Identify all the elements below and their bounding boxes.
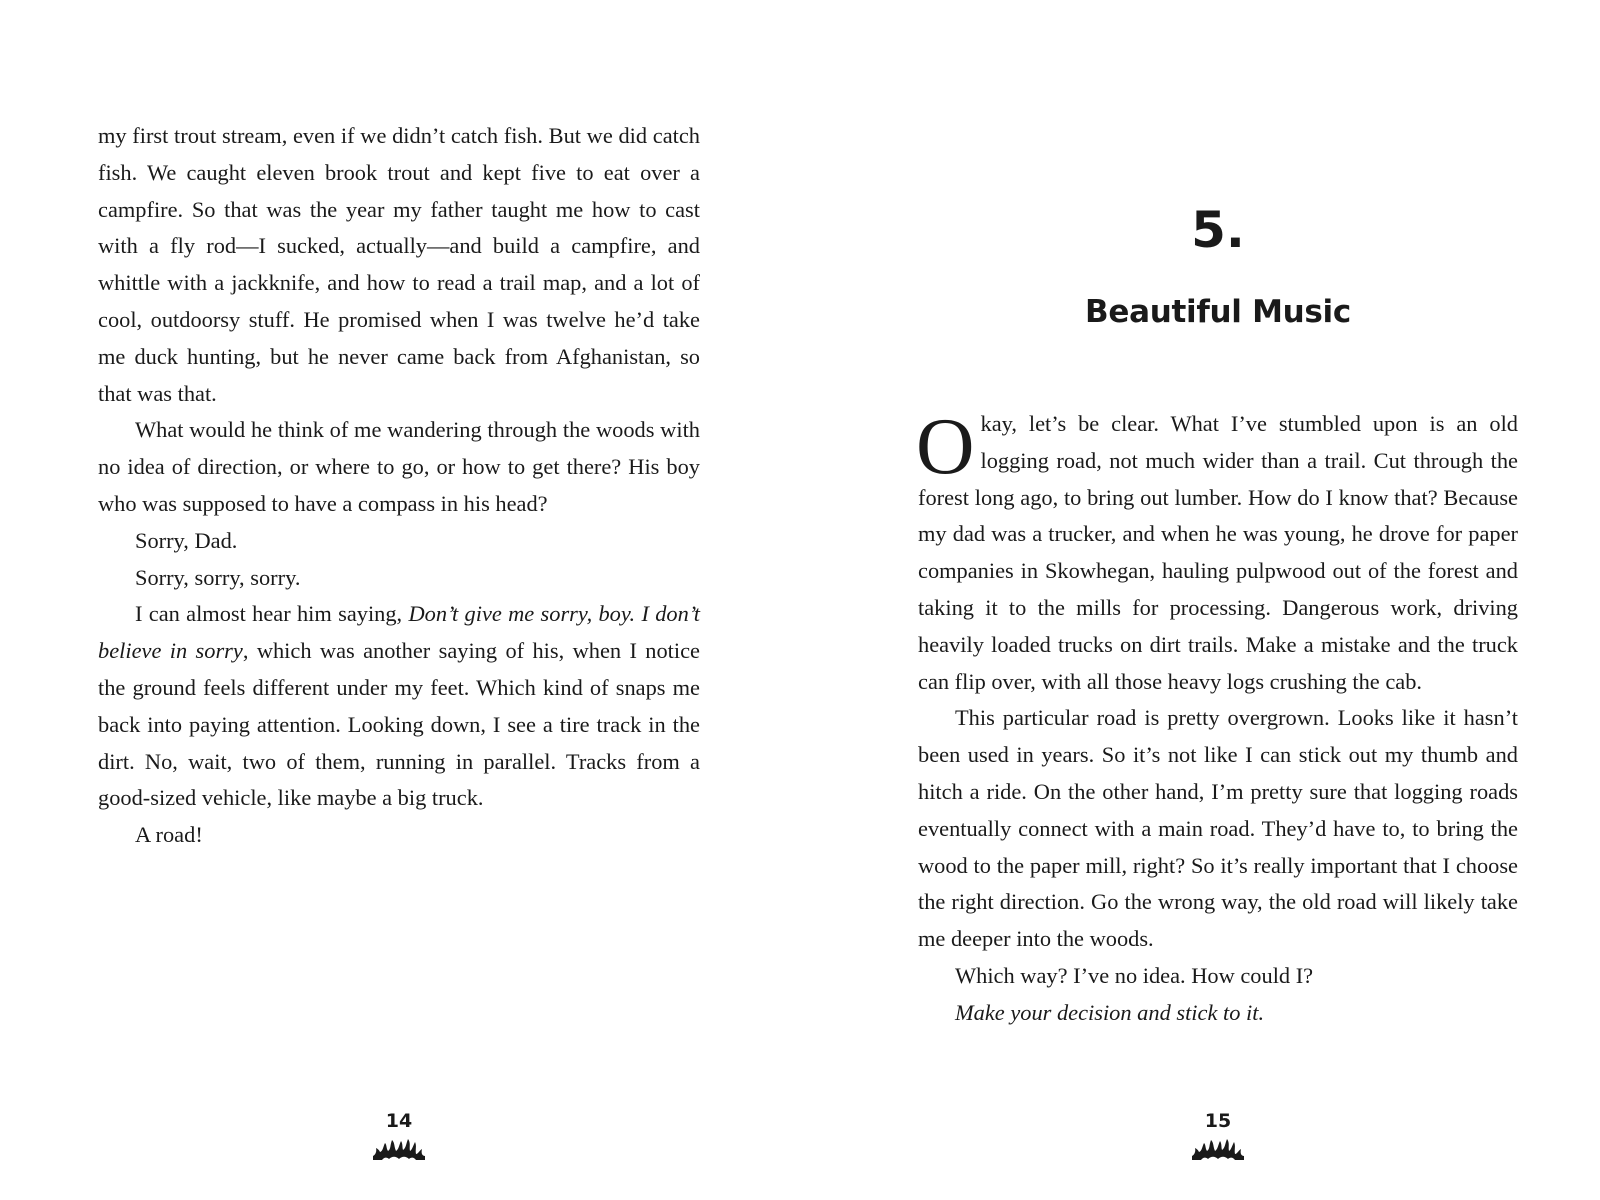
right-page-body (916, 401, 1518, 1032)
paragraph (98, 596, 700, 817)
paragraph (918, 995, 1518, 1032)
paragraph (916, 401, 1518, 700)
left-page (98, 0, 700, 1200)
paragraph: What would he think of me wandering through the woods with no idea of direction, or where to go, or how to get there? His boy who was supposed to have a compass in his head? (98, 417, 700, 516)
paragraph: A road! (135, 822, 203, 848)
paragraph-text: I can almost hear him saying, (135, 601, 409, 627)
flame-ornament-icon (372, 1137, 426, 1161)
paragraph: This particular road is pretty overgrown. Looks like it hasn’t been used in years. So it’s not like I can stick out my thumb and hitch a ride. On the other hand, I’m pretty sure that logging roads eventually connect with a main road. They’d have to, to bring the wood to the paper mill, right? So it’s really important that I choose the right direction. Go the wrong way, the old road will likely take me deeper into the woods. (918, 705, 1518, 952)
paragraph-text: kay, let’s be clear. What I’ve stumbled upon is an old logging road, not much wider than a trail. Cut through the forest long ago, to bring out lumber. How do I know that? Because my dad was a trucker, and when he was young, he drove for paper companies in Skowhegan, hauling pulpwood out of the forest and taking it to the mills for processing. Dangerous work, driving heavily loaded trucks on dirt trails. Make a mistake and the truck can flip over, with all those heavy logs crushing the cab. (918, 411, 1518, 694)
page-number: 14 (385, 1110, 413, 1132)
italic-paragraph: Make your decision and stick to it. (955, 999, 1265, 1025)
chapter-number: 5. (1191, 201, 1245, 259)
italic-quote: Don’t give me sorry, boy. I don’t believe in sorry (98, 601, 700, 664)
chapter-title: Beautiful Music (1085, 294, 1351, 330)
right-page-folio (918, 1110, 1518, 1161)
right-page (918, 0, 1518, 1200)
left-page-body (98, 118, 700, 854)
paragraph: Sorry, Dad. (135, 527, 238, 553)
drop-cap: O (916, 401, 975, 491)
paragraph: my first trout stream, even if we didn’t catch fish. But we did catch fish. We caught eleven brook trout and kept five to eat over a campfire. So that was the year my father taught me how to cast with a fly rod—I sucked, actually—and build a campfire, and whittle with a jackknife, and how to read a trail map, and a lot of cool, outdoorsy stuff. He promised when I was twelve he’d take me duck hunting, but he never came back from Afghanistan, so that was that. (98, 123, 700, 406)
flame-ornament-icon (1191, 1137, 1245, 1161)
left-page-folio (98, 1110, 700, 1161)
paragraph: Sorry, sorry, sorry. (135, 564, 301, 590)
paragraph: Which way? I’ve no idea. How could I? (955, 962, 1314, 988)
page-number: 15 (1204, 1110, 1232, 1132)
paragraph-text: , which was another saying of his, when I notice the ground feels different under my feet. Which kind of snaps me back into paying attention. Looking down, I see a tire track in the dirt. No, wait, two of them, running in parallel. Tracks from a good-sized vehicle, like maybe a big truck. (98, 638, 700, 811)
